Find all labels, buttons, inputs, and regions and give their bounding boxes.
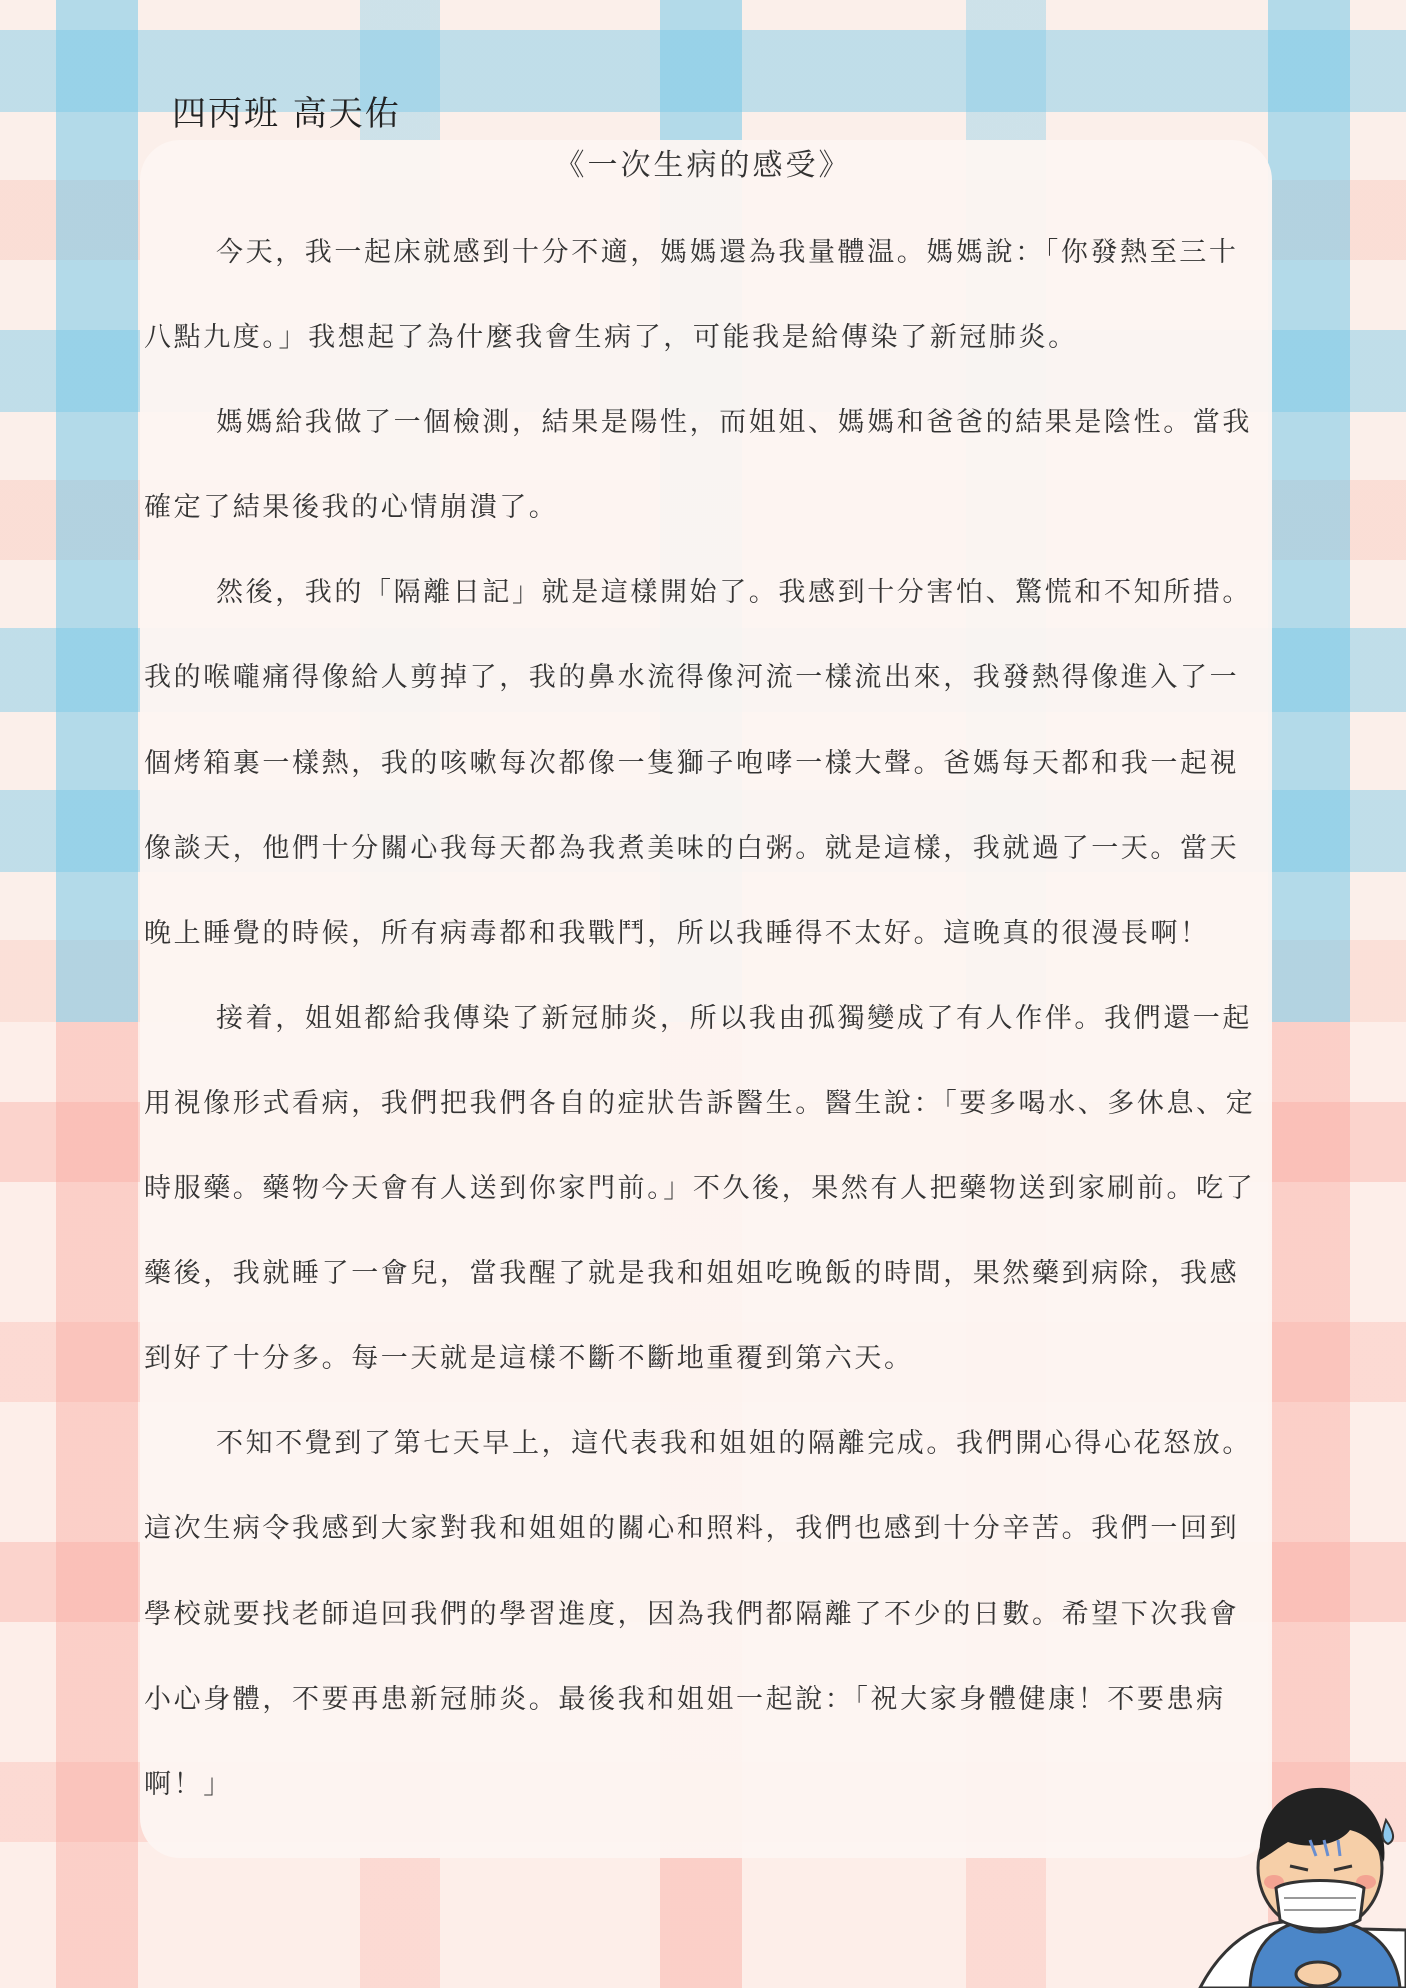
essay-title: 《一次生病的感受》 — [554, 148, 852, 183]
essay-paragraph-2: 媽媽給我做了一個檢測，結果是陽性，而姐姐、媽媽和爸爸的結果是陰性。當我確定了結果後我的心情崩潰了。 — [144, 407, 1252, 524]
essay-paragraph-1: 今天，我一起床就感到十分不適，媽媽還為我量體温。媽媽說：「你發熱至三十八點九度。」我想起了為什麼我會生病了，可能我是給傳染了新冠肺炎。 — [144, 237, 1239, 354]
essay-body — [144, 210, 1268, 1827]
essay-paragraph-5: 不知不覺到了第七天早上，這代表我和姐姐的隔離完成。我們開心得心花怒放。這次生病令我感到大家對我和姐姐的關心和照料，我們也感到十分辛苦。我們一回到學校就要找老師追回我們的學習進度，因為我們都隔離了不少的日數。希望下次我會小心身體，不要再患新冠肺炎。最後我和姐姐一起說：「祝大家身體健康！不要患病啊！」 — [144, 1428, 1252, 1800]
essay-paragraph-3: 然後，我的「隔離日記」就是這樣開始了。我感到十分害怕、驚慌和不知所措。我的喉嚨痛得像給人剪掉了，我的鼻水流得像河流一樣流出來，我發熱得像進入了一個烤箱裏一樣熱，我的咳嗽每次都像一隻獅子咆哮一樣大聲。爸媽每天都和我一起視像談天，他們十分關心我每天都為我煮美味的白粥。就是這樣，我就過了一天。當天晚上睡覺的時候，所有病毒都和我戰鬥，所以我睡得不太好。這晚真的很漫長啊！ — [144, 577, 1252, 949]
essay-paragraph-4: 接着，姐姐都給我傳染了新冠肺炎，所以我由孤獨變成了有人作伴。我們還一起用視像形式看病，我們把我們各自的症狀告訴醫生。醫生說：「要多喝水、多休息、定時服藥。藥物今天會有人送到你家門前。」不久後，果然有人把藥物送到家刷前。吃了藥後，我就睡了一會兒，當我醒了就是我和姐姐吃晚飯的時間，果然藥到病除，我感到好了十分多。每一天就是這樣不斷不斷地重覆到第六天。 — [144, 1002, 1256, 1375]
sick-child-with-mask-icon — [1190, 1760, 1406, 1988]
author-line: 四丙班 高天佑 — [172, 94, 401, 134]
